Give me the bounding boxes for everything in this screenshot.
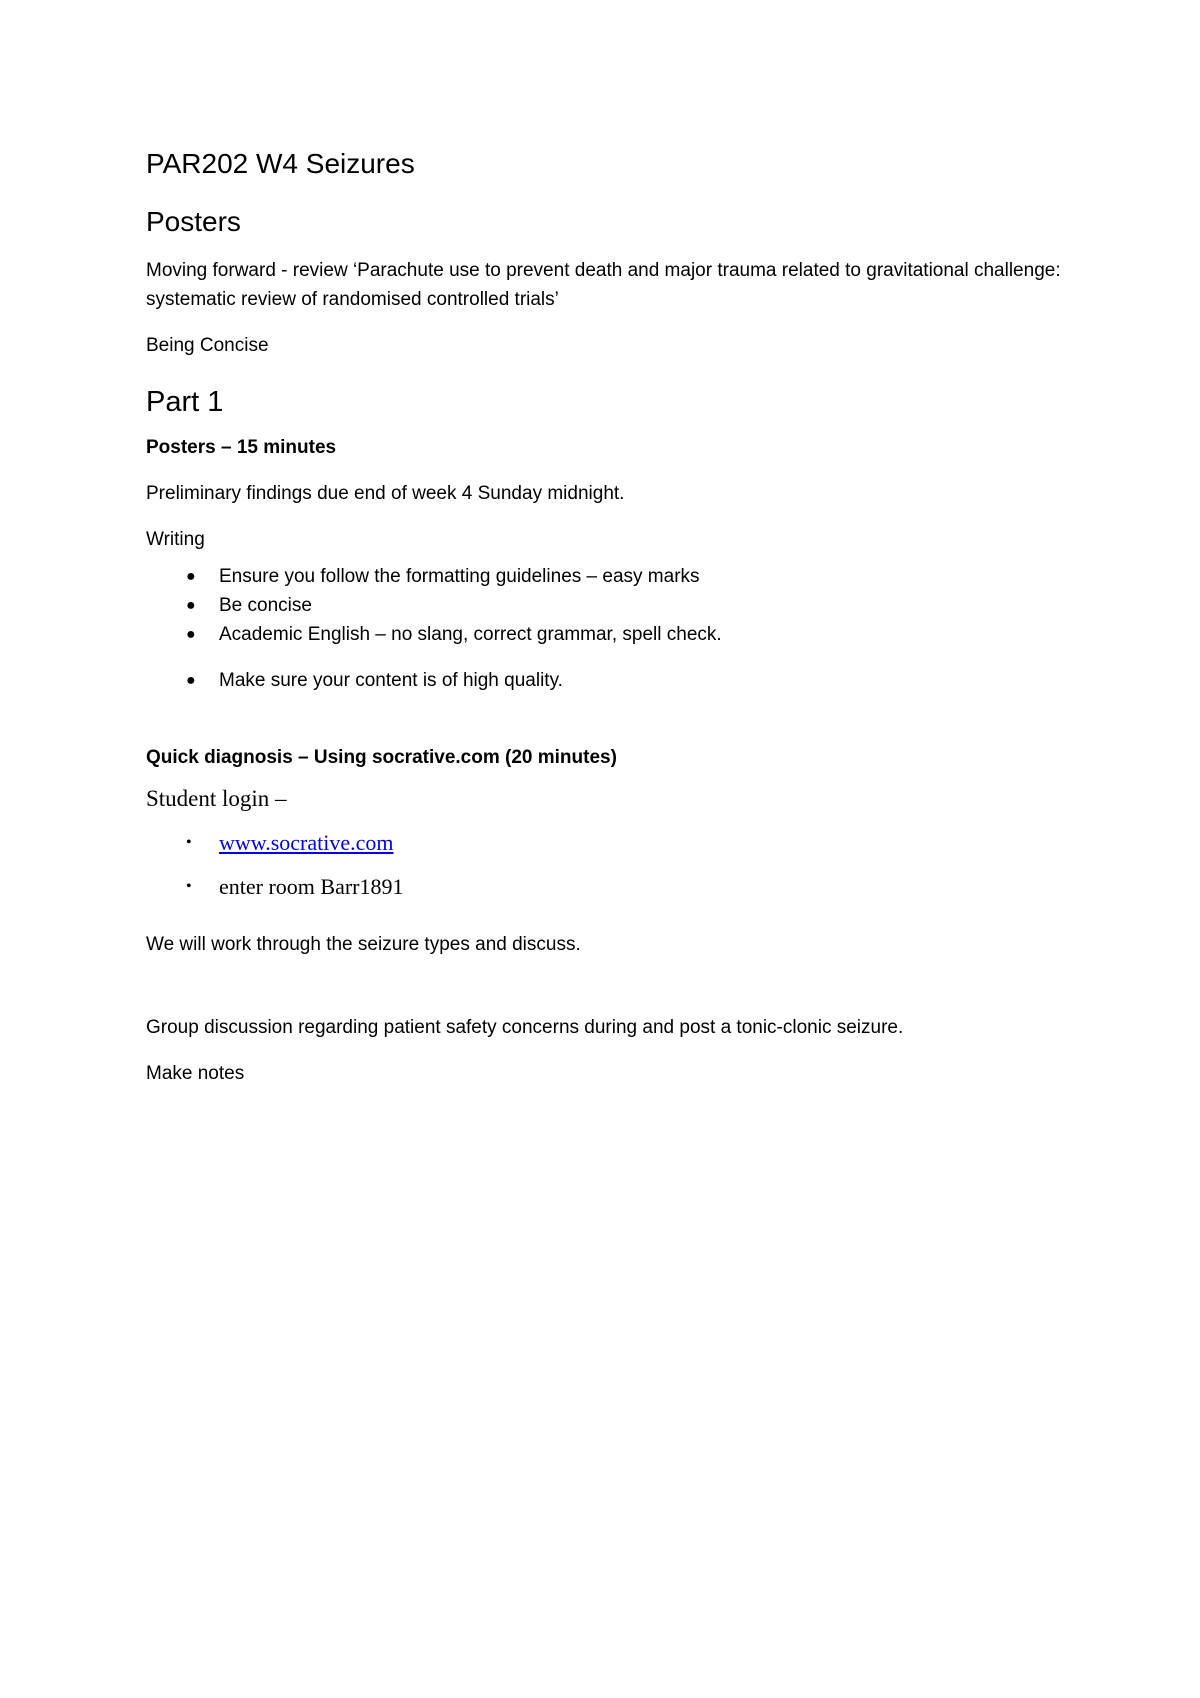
list-item-text: Be concise — [219, 595, 312, 616]
list-item — [146, 872, 1066, 902]
document-content — [146, 148, 1066, 1088]
bullet-icon: ● — [186, 672, 196, 689]
bullet-icon: • — [186, 834, 192, 851]
list-item — [146, 620, 1066, 649]
document-title: PAR202 W4 Seizures — [146, 148, 415, 179]
quick-diagnosis-heading: Quick diagnosis – Using socrative.com (20 minutes) — [146, 747, 617, 768]
list-item — [146, 828, 1066, 858]
writing-label: Writing — [146, 529, 205, 550]
list-item-text: Ensure you follow the formatting guidelines – easy marks — [219, 566, 700, 587]
posters-heading: Posters — [146, 206, 241, 237]
moving-forward-paragraph: Moving forward - review ‘Parachute use to prevent death and major trauma related to gravitational challenge: systematic review of randomised controlled trials’ — [146, 260, 1061, 310]
posters-time-label: Posters – 15 minutes — [146, 437, 337, 458]
part-heading: Part 1 — [146, 386, 224, 418]
login-list — [146, 828, 1066, 902]
group-discussion-paragraph: Group discussion regarding patient safety concerns during and post a tonic-clonic seizure. — [146, 1017, 904, 1038]
student-login-label: Student login – — [146, 786, 287, 811]
seizure-types-paragraph: We will work through the seizure types and discuss. — [146, 934, 581, 955]
socrative-link[interactable]: www.socrative.com — [219, 830, 394, 855]
list-item-text: Academic English – no slang, correct grammar, spell check. — [219, 624, 722, 645]
bullet-icon: • — [186, 878, 192, 895]
bullet-icon: ● — [186, 626, 196, 643]
list-item — [146, 562, 1066, 591]
list-item-text: Make sure your content is of high quality. — [219, 670, 563, 691]
preliminary-findings-paragraph: Preliminary findings due end of week 4 Sunday midnight. — [146, 483, 625, 504]
make-notes-paragraph: Make notes — [146, 1063, 245, 1084]
list-item — [146, 666, 1066, 695]
writing-list — [146, 562, 1066, 695]
room-text: enter room Barr1891 — [219, 874, 404, 899]
bullet-icon: ● — [186, 597, 196, 614]
bullet-icon: ● — [186, 568, 196, 585]
list-item — [146, 591, 1066, 620]
being-concise-paragraph: Being Concise — [146, 335, 269, 356]
